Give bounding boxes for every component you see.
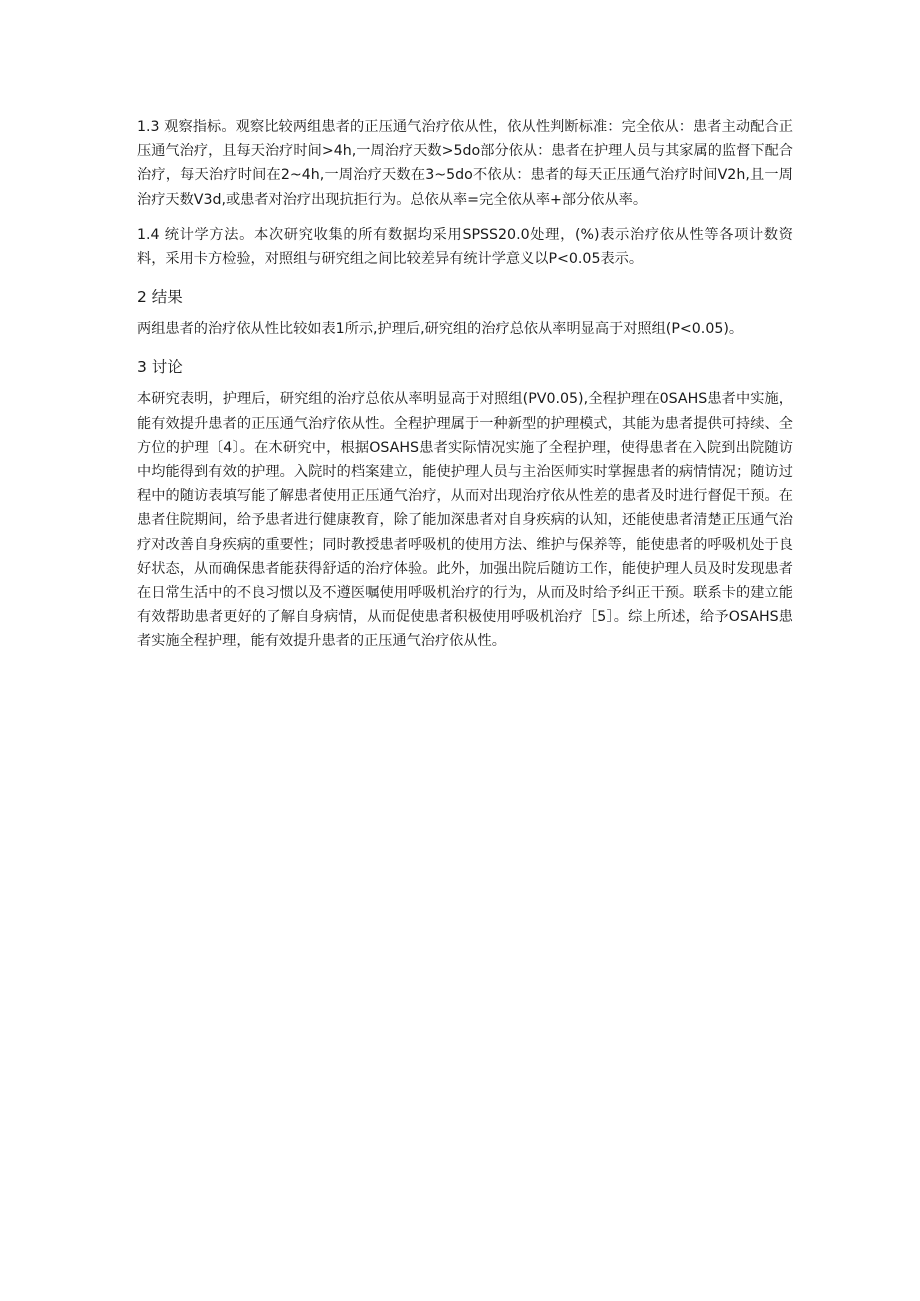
discussion-heading: 3 讨论 — [137, 358, 183, 377]
discussion-paragraph: 本研究表明，护理后，研究组的治疗总依从率明显高于对照组(PV0.05),全程护理在0SAHS患者中实施，能有效提升患者的正压通气治疗依从性。全程护理属于一种新型的护理模式，其能为患者提供可持续、全方位的护理〔4〕。在木研究中，根据OSAHS患者实际情况实施了全程护理，使得患者在入院到出院随访中均能得到有效的护理。入院时的档案建立，能使护理人员与主治医师实时掌握患者的病情情况；随访过程中的随访表填写能了解患者使用正压通气治疗，从而对出现治疗依从性差的患者及时进行督促干预。在患者住院期间，给予患者进行健康教育，除了能加深患者对自身疾病的认知，还能使患者清楚正压通气治疗对改善自身疾病的重要性；同时教授患者呼吸机的使用方法、维护与保养等，能使患者的呼吸机处于良好状态，从而确保患者能获得舒适的治疗体验。此外，加强出院后随访工作，能使护理人员及时发现患者在日常生活中的不良习惯以及不遵医嘱使用呼吸机治疗的行为，从而及时给予纠正干预。联系卡的建立能有效帮助患者更好的了解自身病情，从而促使患者积极使用呼吸机治疗［5］。综上所述，给予OSAHS患者实施全程护理，能有效提升患者的正压通气治疗依从性。 — [137, 391, 793, 650]
results-paragraph: 两组患者的治疗依从性比较如表1所示,护理后,研究组的治疗总依从率明显高于对照组(P<0.05)。 — [137, 321, 744, 338]
document-page — [137, 115, 793, 654]
statistical-methods-paragraph: 1.4 统计学方法。本次研究收集的所有数据均采用SPSS20.0处理，(%)表示治疗依从性等各项计数资料，采用卡方检验，对照组与研究组之间比较差异有统计学意义以P<0.05表示。 — [137, 226, 793, 268]
observation-indicators-paragraph: 1.3 观察指标。观察比较两组患者的正压通气治疗依从性，依从性判断标准：完全依从：患者主动配合正压通气治疗，且每天治疗时间>4h,一周治疗天数>5do部分依从：患者在护理人员与其家属的监督下配合治疗，每天治疗时间在2~4h,一周治疗天数在3~5do不依从：患者的每天正压通气治疗时间V2h,且一周治疗天数V3d,或患者对治疗出现抗拒行为。总依从率=完全依从率+部分依从率。 — [137, 119, 793, 208]
results-heading: 2 结果 — [137, 288, 183, 307]
